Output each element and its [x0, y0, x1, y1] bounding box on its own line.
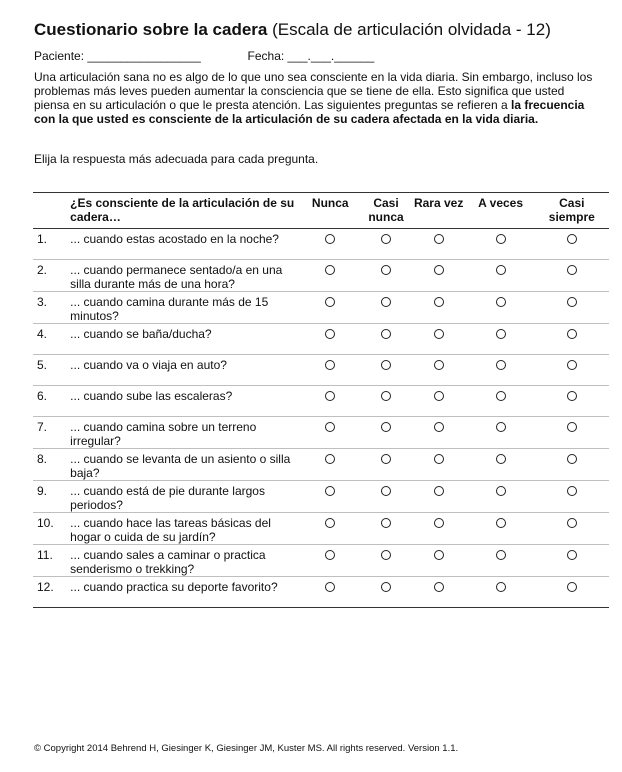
title-bold: Cuestionario sobre la cadera — [34, 20, 268, 39]
question-number: 9. — [37, 484, 48, 498]
option-cell — [361, 449, 411, 481]
radio-option[interactable] — [434, 391, 444, 401]
header-option: Casi siempre — [548, 196, 595, 224]
option-cell — [361, 481, 411, 513]
question-text: ... cuando se baña/ducha? — [70, 327, 212, 341]
option-cell — [467, 577, 535, 608]
radio-option[interactable] — [496, 550, 506, 560]
questions-body — [33, 229, 609, 608]
radio-option[interactable] — [434, 297, 444, 307]
radio-option[interactable] — [567, 486, 577, 496]
option-cell — [535, 513, 609, 545]
question-row — [33, 545, 609, 577]
option-cell — [361, 292, 411, 324]
option-cell — [361, 417, 411, 449]
question-text: ... cuando practica su deporte favorito? — [70, 580, 278, 594]
radio-option[interactable] — [496, 422, 506, 432]
option-cell — [467, 324, 535, 355]
question-text: ... cuando estas acostado en la noche? — [70, 232, 279, 246]
copyright-footer: © Copyright 2014 Behrend H, Giesinger K, Giesinger JM, Kuster MS. All rights reserved. Version 1.1. — [34, 743, 459, 754]
radio-option[interactable] — [567, 582, 577, 592]
radio-option[interactable] — [381, 234, 391, 244]
option-cell — [411, 324, 467, 355]
option-cell — [535, 292, 609, 324]
question-text: ... cuando sales a caminar o practica senderismo o trekking? — [70, 548, 266, 576]
option-cell — [361, 355, 411, 386]
question-number: 2. — [37, 263, 48, 277]
option-cell — [467, 355, 535, 386]
radio-option[interactable] — [325, 297, 335, 307]
option-cell — [361, 229, 411, 260]
radio-option[interactable] — [434, 486, 444, 496]
option-cell — [535, 449, 609, 481]
radio-option[interactable] — [567, 234, 577, 244]
question-text: ... cuando hace las tareas básicas del hogar o cuida de su jardín? — [70, 516, 271, 544]
radio-option[interactable] — [325, 550, 335, 560]
radio-option[interactable] — [567, 360, 577, 370]
option-cell — [411, 449, 467, 481]
radio-option[interactable] — [381, 329, 391, 339]
option-cell — [467, 545, 535, 577]
header-num — [33, 193, 70, 229]
radio-option[interactable] — [381, 297, 391, 307]
radio-option[interactable] — [567, 391, 577, 401]
question-number: 12. — [37, 580, 54, 594]
radio-option[interactable] — [325, 329, 335, 339]
radio-option[interactable] — [496, 265, 506, 275]
radio-option[interactable] — [434, 518, 444, 528]
option-cell — [467, 260, 535, 292]
option-cell — [361, 513, 411, 545]
question-row — [33, 229, 609, 260]
radio-option[interactable] — [567, 518, 577, 528]
questions-table — [33, 192, 609, 608]
question-number: 3. — [37, 295, 48, 309]
radio-option[interactable] — [434, 422, 444, 432]
radio-option[interactable] — [434, 234, 444, 244]
radio-option[interactable] — [496, 329, 506, 339]
option-cell — [535, 386, 609, 417]
page-title — [34, 20, 551, 40]
option-cell — [299, 481, 361, 513]
radio-option[interactable] — [496, 486, 506, 496]
option-cell — [411, 545, 467, 577]
option-cell — [411, 229, 467, 260]
question-row — [33, 355, 609, 386]
radio-option[interactable] — [381, 391, 391, 401]
header-option: Rara vez — [413, 196, 464, 210]
question-number: 5. — [37, 358, 48, 372]
question-row — [33, 260, 609, 292]
question-row — [33, 324, 609, 355]
option-cell — [299, 513, 361, 545]
radio-option[interactable] — [434, 329, 444, 339]
option-cell — [467, 481, 535, 513]
radio-option[interactable] — [567, 297, 577, 307]
option-cell — [361, 386, 411, 417]
patient-date-fields — [34, 49, 374, 63]
question-number: 7. — [37, 420, 48, 434]
intro-text: Una articulación sana no es algo de lo que uno sea consciente en la vida diaria. Sin embargo, incluso los problemas más leves pueden aumentar la consciencia que se tiene de ella. Esto significa que usted piensa en su articulación o que le presta atención. Las siguientes preguntas se refieren a — [34, 70, 593, 112]
intro-paragraph — [34, 70, 594, 126]
question-number: 6. — [37, 389, 48, 403]
radio-option[interactable] — [381, 360, 391, 370]
radio-option[interactable] — [434, 265, 444, 275]
radio-option[interactable] — [567, 454, 577, 464]
radio-option[interactable] — [496, 360, 506, 370]
radio-option[interactable] — [434, 360, 444, 370]
radio-option[interactable] — [381, 582, 391, 592]
radio-option[interactable] — [325, 234, 335, 244]
question-text: ... cuando permanece sentado/a en una silla durante más de una hora? — [70, 263, 283, 291]
option-cell — [411, 513, 467, 545]
option-cell — [299, 545, 361, 577]
radio-option[interactable] — [496, 297, 506, 307]
instruction-text: Elija la respuesta más adecuada para cada pregunta. — [34, 152, 319, 166]
question-number: 8. — [37, 452, 48, 466]
question-text: ... cuando camina sobre un terreno irregular? — [70, 420, 257, 448]
question-row — [33, 386, 609, 417]
radio-option[interactable] — [381, 550, 391, 560]
radio-option[interactable] — [381, 486, 391, 496]
radio-option[interactable] — [567, 329, 577, 339]
question-number: 1. — [37, 232, 48, 246]
radio-option[interactable] — [325, 486, 335, 496]
option-cell — [535, 229, 609, 260]
option-cell — [299, 260, 361, 292]
question-text: ... cuando va o viaja en auto? — [70, 358, 227, 372]
radio-option[interactable] — [325, 454, 335, 464]
radio-option[interactable] — [496, 391, 506, 401]
radio-option[interactable] — [381, 422, 391, 432]
option-cell — [467, 386, 535, 417]
question-row — [33, 577, 609, 608]
radio-option[interactable] — [381, 518, 391, 528]
question-row — [33, 292, 609, 324]
radio-option[interactable] — [496, 518, 506, 528]
radio-option[interactable] — [325, 360, 335, 370]
option-cell — [411, 292, 467, 324]
option-cell — [299, 417, 361, 449]
radio-option[interactable] — [434, 582, 444, 592]
radio-option[interactable] — [567, 422, 577, 432]
radio-option[interactable] — [325, 265, 335, 275]
option-cell — [411, 481, 467, 513]
option-cell — [299, 449, 361, 481]
date-field[interactable]: Fecha: ___.___.______ — [247, 49, 375, 63]
option-cell — [467, 292, 535, 324]
question-text: ... cuando se levanta de un asiento o silla baja? — [70, 452, 291, 480]
option-cell — [299, 355, 361, 386]
option-cell — [299, 292, 361, 324]
question-text: ... cuando camina durante más de 15 minutos? — [70, 295, 269, 323]
option-cell — [411, 417, 467, 449]
radio-option[interactable] — [434, 550, 444, 560]
option-cell — [467, 513, 535, 545]
radio-option[interactable] — [325, 582, 335, 592]
header-option: A veces — [478, 196, 524, 210]
radio-option[interactable] — [381, 454, 391, 464]
radio-option[interactable] — [381, 265, 391, 275]
header-question: ¿Es consciente de la articulación de su cadera… — [70, 196, 295, 224]
option-cell — [299, 229, 361, 260]
option-cell — [361, 545, 411, 577]
question-number: 11. — [37, 548, 53, 562]
question-text: ... cuando está de pie durante largos periodos? — [70, 484, 265, 512]
radio-option[interactable] — [325, 391, 335, 401]
option-cell — [467, 417, 535, 449]
question-row — [33, 513, 609, 545]
radio-option[interactable] — [434, 454, 444, 464]
option-cell — [361, 260, 411, 292]
option-cell — [467, 449, 535, 481]
option-cell — [535, 260, 609, 292]
option-cell — [411, 355, 467, 386]
patient-field[interactable]: Paciente: _________________ — [34, 49, 201, 63]
header-option: Nunca — [311, 196, 349, 210]
radio-option[interactable] — [567, 265, 577, 275]
option-cell — [535, 577, 609, 608]
option-cell — [411, 386, 467, 417]
question-number: 4. — [37, 327, 48, 341]
question-text: ... cuando sube las escaleras? — [70, 389, 233, 403]
option-cell — [411, 577, 467, 608]
radio-option[interactable] — [325, 518, 335, 528]
option-cell — [361, 577, 411, 608]
radio-option[interactable] — [496, 454, 506, 464]
option-cell — [535, 355, 609, 386]
option-cell — [467, 229, 535, 260]
option-cell — [535, 324, 609, 355]
question-number: 10. — [37, 516, 54, 530]
option-cell — [411, 260, 467, 292]
option-cell — [535, 481, 609, 513]
question-row — [33, 417, 609, 449]
title-subtitle: (Escala de articulación olvidada - 12) — [267, 20, 551, 39]
radio-option[interactable] — [496, 234, 506, 244]
radio-option[interactable] — [496, 582, 506, 592]
question-row — [33, 481, 609, 513]
header-option: Casi nunca — [368, 196, 404, 224]
intro-bold-text: la frecuencia con la que usted es consciente de la articulación de su cadera afectada en la vida diaria. — [34, 98, 585, 126]
table-header-row — [33, 193, 609, 229]
option-cell — [299, 324, 361, 355]
option-cell — [299, 577, 361, 608]
option-cell — [535, 417, 609, 449]
question-row — [33, 449, 609, 481]
radio-option[interactable] — [325, 422, 335, 432]
option-cell — [361, 324, 411, 355]
option-cell — [535, 545, 609, 577]
radio-option[interactable] — [567, 550, 577, 560]
option-cell — [299, 386, 361, 417]
